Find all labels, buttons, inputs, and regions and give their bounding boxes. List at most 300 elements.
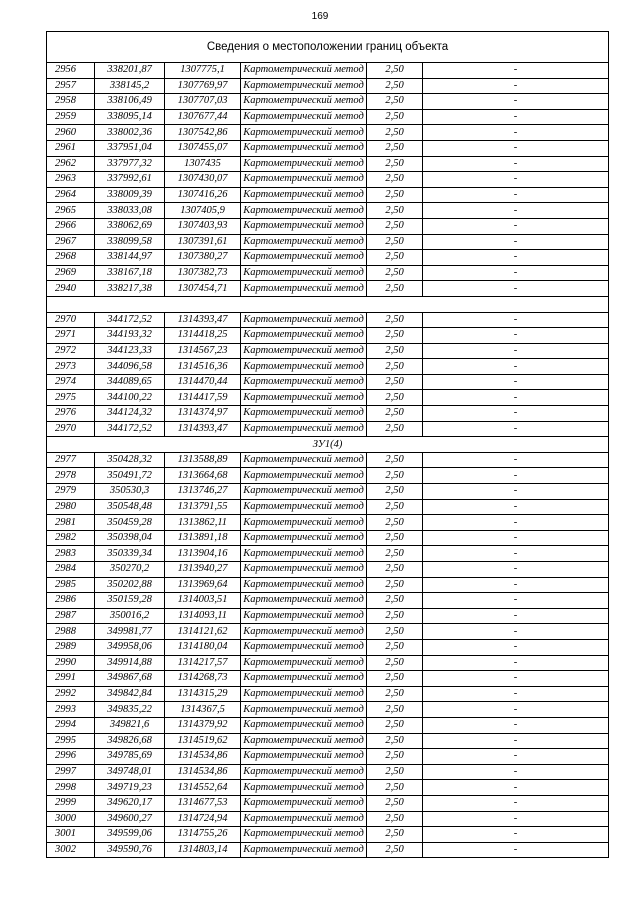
point-number: 2970: [47, 312, 95, 328]
point-number: 2978: [47, 468, 95, 484]
point-number: 3002: [47, 842, 95, 858]
x-coordinate: 350159,28: [95, 593, 165, 609]
y-coordinate: 1313862,11: [165, 515, 241, 531]
table-row: [47, 406, 609, 422]
y-coordinate: 1307435: [165, 156, 241, 172]
x-coordinate: 349821,6: [95, 717, 165, 733]
y-coordinate: 1307455,07: [165, 140, 241, 156]
x-coordinate: 338145,2: [95, 78, 165, 94]
description-cell: -: [423, 546, 609, 562]
y-coordinate: 1314418,25: [165, 328, 241, 344]
accuracy-cell: 2,50: [367, 717, 423, 733]
table-row: [47, 530, 609, 546]
accuracy-cell: 2,50: [367, 577, 423, 593]
method-cell: Картометрический метод: [241, 406, 367, 422]
point-number: 2958: [47, 94, 95, 110]
table-row: [47, 312, 609, 328]
section-label: ЗУ1(4): [47, 437, 609, 453]
accuracy-cell: 2,50: [367, 78, 423, 94]
accuracy-cell: 2,50: [367, 125, 423, 141]
accuracy-cell: 2,50: [367, 421, 423, 437]
x-coordinate: 349826,68: [95, 733, 165, 749]
method-cell: Картометрический метод: [241, 842, 367, 858]
x-coordinate: 338095,14: [95, 109, 165, 125]
point-number: 2979: [47, 484, 95, 500]
method-cell: Картометрический метод: [241, 250, 367, 266]
y-coordinate: 1314093,11: [165, 608, 241, 624]
x-coordinate: 349748,01: [95, 764, 165, 780]
x-coordinate: 337951,04: [95, 140, 165, 156]
y-coordinate: 1314315,29: [165, 686, 241, 702]
table-row: [47, 78, 609, 94]
table-row: [47, 655, 609, 671]
x-coordinate: 344193,32: [95, 328, 165, 344]
point-number: 2991: [47, 671, 95, 687]
y-coordinate: 1314519,62: [165, 733, 241, 749]
accuracy-cell: 2,50: [367, 686, 423, 702]
description-cell: -: [423, 234, 609, 250]
table-row: [47, 639, 609, 655]
accuracy-cell: 2,50: [367, 733, 423, 749]
y-coordinate: 1313891,18: [165, 530, 241, 546]
x-coordinate: 350339,34: [95, 546, 165, 562]
description-cell: -: [423, 312, 609, 328]
point-number: 2998: [47, 780, 95, 796]
point-number: 2940: [47, 281, 95, 297]
table-row: [47, 842, 609, 858]
x-coordinate: 349785,69: [95, 749, 165, 765]
y-coordinate: 1313940,27: [165, 562, 241, 578]
y-coordinate: 1314567,23: [165, 343, 241, 359]
x-coordinate: 338002,36: [95, 125, 165, 141]
description-cell: -: [423, 468, 609, 484]
y-coordinate: 1314677,53: [165, 795, 241, 811]
point-number: 2985: [47, 577, 95, 593]
table-row: [47, 702, 609, 718]
description-cell: -: [423, 172, 609, 188]
accuracy-cell: 2,50: [367, 109, 423, 125]
blank-cell: [47, 296, 609, 312]
y-coordinate: 1314379,92: [165, 717, 241, 733]
x-coordinate: 350016,2: [95, 608, 165, 624]
table-row: [47, 577, 609, 593]
y-coordinate: 1314470,44: [165, 374, 241, 390]
x-coordinate: 338167,18: [95, 265, 165, 281]
point-number: 2999: [47, 795, 95, 811]
x-coordinate: 350428,32: [95, 452, 165, 468]
x-coordinate: 344172,52: [95, 421, 165, 437]
y-coordinate: 1313588,89: [165, 452, 241, 468]
table-row: [47, 546, 609, 562]
point-number: 2956: [47, 63, 95, 79]
boundary-table: [46, 31, 609, 858]
table-row: [47, 140, 609, 156]
description-cell: -: [423, 281, 609, 297]
y-coordinate: 1314180,04: [165, 639, 241, 655]
description-cell: -: [423, 795, 609, 811]
accuracy-cell: 2,50: [367, 172, 423, 188]
x-coordinate: 338201,87: [95, 63, 165, 79]
y-coordinate: 1314217,57: [165, 655, 241, 671]
accuracy-cell: 2,50: [367, 156, 423, 172]
method-cell: Картометрический метод: [241, 733, 367, 749]
y-coordinate: 1307454,71: [165, 281, 241, 297]
point-number: 2993: [47, 702, 95, 718]
accuracy-cell: 2,50: [367, 608, 423, 624]
table-row: [47, 608, 609, 624]
point-number: 2969: [47, 265, 95, 281]
x-coordinate: 349867,68: [95, 671, 165, 687]
y-coordinate: 1314268,73: [165, 671, 241, 687]
point-number: 2961: [47, 140, 95, 156]
description-cell: -: [423, 827, 609, 843]
x-coordinate: 350459,28: [95, 515, 165, 531]
method-cell: Картометрический метод: [241, 702, 367, 718]
method-cell: Картометрический метод: [241, 546, 367, 562]
y-coordinate: 1314393,47: [165, 421, 241, 437]
table-row: [47, 109, 609, 125]
method-cell: Картометрический метод: [241, 109, 367, 125]
point-number: 2995: [47, 733, 95, 749]
description-cell: -: [423, 63, 609, 79]
accuracy-cell: 2,50: [367, 749, 423, 765]
method-cell: Картометрический метод: [241, 811, 367, 827]
method-cell: Картометрический метод: [241, 717, 367, 733]
description-cell: -: [423, 733, 609, 749]
accuracy-cell: 2,50: [367, 406, 423, 422]
x-coordinate: 350398,04: [95, 530, 165, 546]
accuracy-cell: 2,50: [367, 639, 423, 655]
method-cell: Картометрический метод: [241, 499, 367, 515]
y-coordinate: 1313904,16: [165, 546, 241, 562]
accuracy-cell: 2,50: [367, 63, 423, 79]
description-cell: -: [423, 421, 609, 437]
table-row: [47, 562, 609, 578]
accuracy-cell: 2,50: [367, 250, 423, 266]
accuracy-cell: 2,50: [367, 827, 423, 843]
accuracy-cell: 2,50: [367, 234, 423, 250]
table-row: [47, 421, 609, 437]
method-cell: Картометрический метод: [241, 484, 367, 500]
description-cell: -: [423, 764, 609, 780]
description-cell: -: [423, 780, 609, 796]
description-cell: -: [423, 203, 609, 219]
point-number: 2997: [47, 764, 95, 780]
x-coordinate: 350270,2: [95, 562, 165, 578]
table-row: [47, 328, 609, 344]
accuracy-cell: 2,50: [367, 546, 423, 562]
point-number: 2957: [47, 78, 95, 94]
y-coordinate: 1307677,44: [165, 109, 241, 125]
method-cell: Картометрический метод: [241, 359, 367, 375]
y-coordinate: 1314393,47: [165, 312, 241, 328]
accuracy-cell: 2,50: [367, 468, 423, 484]
description-cell: -: [423, 343, 609, 359]
x-coordinate: 337977,32: [95, 156, 165, 172]
point-number: 2984: [47, 562, 95, 578]
method-cell: Картометрический метод: [241, 530, 367, 546]
x-coordinate: 350491,72: [95, 468, 165, 484]
section-row: [47, 437, 609, 453]
accuracy-cell: 2,50: [367, 94, 423, 110]
method-cell: Картометрический метод: [241, 203, 367, 219]
point-number: 2975: [47, 390, 95, 406]
method-cell: Картометрический метод: [241, 827, 367, 843]
accuracy-cell: 2,50: [367, 795, 423, 811]
table-row: [47, 749, 609, 765]
table-row: [47, 733, 609, 749]
table-row: [47, 624, 609, 640]
x-coordinate: 338099,58: [95, 234, 165, 250]
blank-row: [47, 296, 609, 312]
y-coordinate: 1307775,1: [165, 63, 241, 79]
x-coordinate: 338144,97: [95, 250, 165, 266]
title-row: [47, 32, 609, 63]
table-row: [47, 343, 609, 359]
method-cell: Картометрический метод: [241, 312, 367, 328]
point-number: 2981: [47, 515, 95, 531]
y-coordinate: 1307391,61: [165, 234, 241, 250]
table-row: [47, 717, 609, 733]
point-number: 2964: [47, 187, 95, 203]
accuracy-cell: 2,50: [367, 671, 423, 687]
x-coordinate: 349981,77: [95, 624, 165, 640]
accuracy-cell: 2,50: [367, 530, 423, 546]
x-coordinate: 344096,58: [95, 359, 165, 375]
y-coordinate: 1314367,5: [165, 702, 241, 718]
description-cell: -: [423, 140, 609, 156]
table-row: [47, 172, 609, 188]
table-row: [47, 234, 609, 250]
point-number: 2966: [47, 218, 95, 234]
description-cell: -: [423, 328, 609, 344]
y-coordinate: 1314417,59: [165, 390, 241, 406]
accuracy-cell: 2,50: [367, 811, 423, 827]
table-row: [47, 795, 609, 811]
y-coordinate: 1313969,64: [165, 577, 241, 593]
description-cell: -: [423, 639, 609, 655]
method-cell: Картометрический метод: [241, 328, 367, 344]
method-cell: Картометрический метод: [241, 94, 367, 110]
point-number: 2960: [47, 125, 95, 141]
method-cell: Картометрический метод: [241, 452, 367, 468]
x-coordinate: 338009,39: [95, 187, 165, 203]
x-coordinate: 338217,38: [95, 281, 165, 297]
y-coordinate: 1314803,14: [165, 842, 241, 858]
accuracy-cell: 2,50: [367, 484, 423, 500]
x-coordinate: 350530,3: [95, 484, 165, 500]
x-coordinate: 350202,88: [95, 577, 165, 593]
point-number: 2973: [47, 359, 95, 375]
description-cell: -: [423, 109, 609, 125]
point-number: 2976: [47, 406, 95, 422]
method-cell: Картометрический метод: [241, 749, 367, 765]
x-coordinate: 344100,22: [95, 390, 165, 406]
point-number: 3001: [47, 827, 95, 843]
x-coordinate: 349914,88: [95, 655, 165, 671]
table-title: Сведения о местоположении границ объекта: [47, 32, 609, 63]
method-cell: Картометрический метод: [241, 156, 367, 172]
table-row: [47, 827, 609, 843]
accuracy-cell: 2,50: [367, 203, 423, 219]
accuracy-cell: 2,50: [367, 593, 423, 609]
method-cell: Картометрический метод: [241, 63, 367, 79]
point-number: 2989: [47, 639, 95, 655]
y-coordinate: 1314516,36: [165, 359, 241, 375]
description-cell: -: [423, 484, 609, 500]
point-number: 2963: [47, 172, 95, 188]
method-cell: Картометрический метод: [241, 780, 367, 796]
y-coordinate: 1314534,86: [165, 764, 241, 780]
accuracy-cell: 2,50: [367, 265, 423, 281]
table-row: [47, 250, 609, 266]
point-number: 2980: [47, 499, 95, 515]
description-cell: -: [423, 686, 609, 702]
accuracy-cell: 2,50: [367, 140, 423, 156]
accuracy-cell: 2,50: [367, 343, 423, 359]
accuracy-cell: 2,50: [367, 281, 423, 297]
x-coordinate: 338033,08: [95, 203, 165, 219]
table-row: [47, 359, 609, 375]
description-cell: -: [423, 749, 609, 765]
accuracy-cell: 2,50: [367, 655, 423, 671]
page-number: 169: [311, 11, 329, 22]
point-number: 2970: [47, 421, 95, 437]
accuracy-cell: 2,50: [367, 187, 423, 203]
y-coordinate: 1314374,97: [165, 406, 241, 422]
method-cell: Картометрический метод: [241, 639, 367, 655]
table-row: [47, 125, 609, 141]
table-row: [47, 203, 609, 219]
accuracy-cell: 2,50: [367, 702, 423, 718]
y-coordinate: 1314121,62: [165, 624, 241, 640]
x-coordinate: 349842,84: [95, 686, 165, 702]
point-number: 2987: [47, 608, 95, 624]
method-cell: Картометрический метод: [241, 593, 367, 609]
table-row: [47, 764, 609, 780]
y-coordinate: 1307382,73: [165, 265, 241, 281]
description-cell: -: [423, 390, 609, 406]
description-cell: -: [423, 608, 609, 624]
method-cell: Картометрический метод: [241, 343, 367, 359]
table-row: [47, 686, 609, 702]
description-cell: -: [423, 842, 609, 858]
accuracy-cell: 2,50: [367, 390, 423, 406]
description-cell: -: [423, 499, 609, 515]
description-cell: -: [423, 406, 609, 422]
x-coordinate: 344123,33: [95, 343, 165, 359]
y-coordinate: 1314003,51: [165, 593, 241, 609]
method-cell: Картометрический метод: [241, 577, 367, 593]
y-coordinate: 1307769,97: [165, 78, 241, 94]
description-cell: -: [423, 452, 609, 468]
description-cell: -: [423, 530, 609, 546]
x-coordinate: 344172,52: [95, 312, 165, 328]
method-cell: Картометрический метод: [241, 421, 367, 437]
x-coordinate: 338062,69: [95, 218, 165, 234]
method-cell: Картометрический метод: [241, 655, 367, 671]
description-cell: -: [423, 577, 609, 593]
y-coordinate: 1307430,07: [165, 172, 241, 188]
method-cell: Картометрический метод: [241, 281, 367, 297]
point-number: 3000: [47, 811, 95, 827]
method-cell: Картометрический метод: [241, 218, 367, 234]
accuracy-cell: 2,50: [367, 452, 423, 468]
point-number: 2974: [47, 374, 95, 390]
point-number: 2972: [47, 343, 95, 359]
x-coordinate: 338106,49: [95, 94, 165, 110]
y-coordinate: 1307416,26: [165, 187, 241, 203]
table-row: [47, 468, 609, 484]
y-coordinate: 1314534,86: [165, 749, 241, 765]
table-row: [47, 515, 609, 531]
point-number: 2967: [47, 234, 95, 250]
table-row: [47, 156, 609, 172]
table-row: [47, 94, 609, 110]
point-number: 2996: [47, 749, 95, 765]
table-row: [47, 218, 609, 234]
accuracy-cell: 2,50: [367, 218, 423, 234]
point-number: 2971: [47, 328, 95, 344]
method-cell: Картометрический метод: [241, 78, 367, 94]
description-cell: -: [423, 593, 609, 609]
description-cell: -: [423, 265, 609, 281]
method-cell: Картометрический метод: [241, 795, 367, 811]
accuracy-cell: 2,50: [367, 359, 423, 375]
x-coordinate: 349835,22: [95, 702, 165, 718]
table-row: [47, 452, 609, 468]
y-coordinate: 1313791,55: [165, 499, 241, 515]
point-number: 2962: [47, 156, 95, 172]
table-row: [47, 63, 609, 79]
y-coordinate: 1307542,86: [165, 125, 241, 141]
description-cell: -: [423, 94, 609, 110]
x-coordinate: 349719,23: [95, 780, 165, 796]
accuracy-cell: 2,50: [367, 515, 423, 531]
description-cell: -: [423, 671, 609, 687]
description-cell: -: [423, 717, 609, 733]
description-cell: -: [423, 156, 609, 172]
point-number: 2977: [47, 452, 95, 468]
point-number: 2988: [47, 624, 95, 640]
method-cell: Картометрический метод: [241, 562, 367, 578]
description-cell: -: [423, 624, 609, 640]
x-coordinate: 337992,61: [95, 172, 165, 188]
description-cell: -: [423, 515, 609, 531]
table-row: [47, 671, 609, 687]
method-cell: Картометрический метод: [241, 265, 367, 281]
point-number: 2968: [47, 250, 95, 266]
point-number: 2965: [47, 203, 95, 219]
table-row: [47, 281, 609, 297]
method-cell: Картометрический метод: [241, 234, 367, 250]
description-cell: -: [423, 218, 609, 234]
y-coordinate: 1307707,03: [165, 94, 241, 110]
description-cell: -: [423, 811, 609, 827]
point-number: 2986: [47, 593, 95, 609]
x-coordinate: 344124,32: [95, 406, 165, 422]
point-number: 2992: [47, 686, 95, 702]
y-coordinate: 1313746,27: [165, 484, 241, 500]
point-number: 2983: [47, 546, 95, 562]
description-cell: -: [423, 702, 609, 718]
method-cell: Картометрический метод: [241, 624, 367, 640]
x-coordinate: 349600,27: [95, 811, 165, 827]
x-coordinate: 344089,65: [95, 374, 165, 390]
table-row: [47, 390, 609, 406]
method-cell: Картометрический метод: [241, 608, 367, 624]
method-cell: Картометрический метод: [241, 187, 367, 203]
